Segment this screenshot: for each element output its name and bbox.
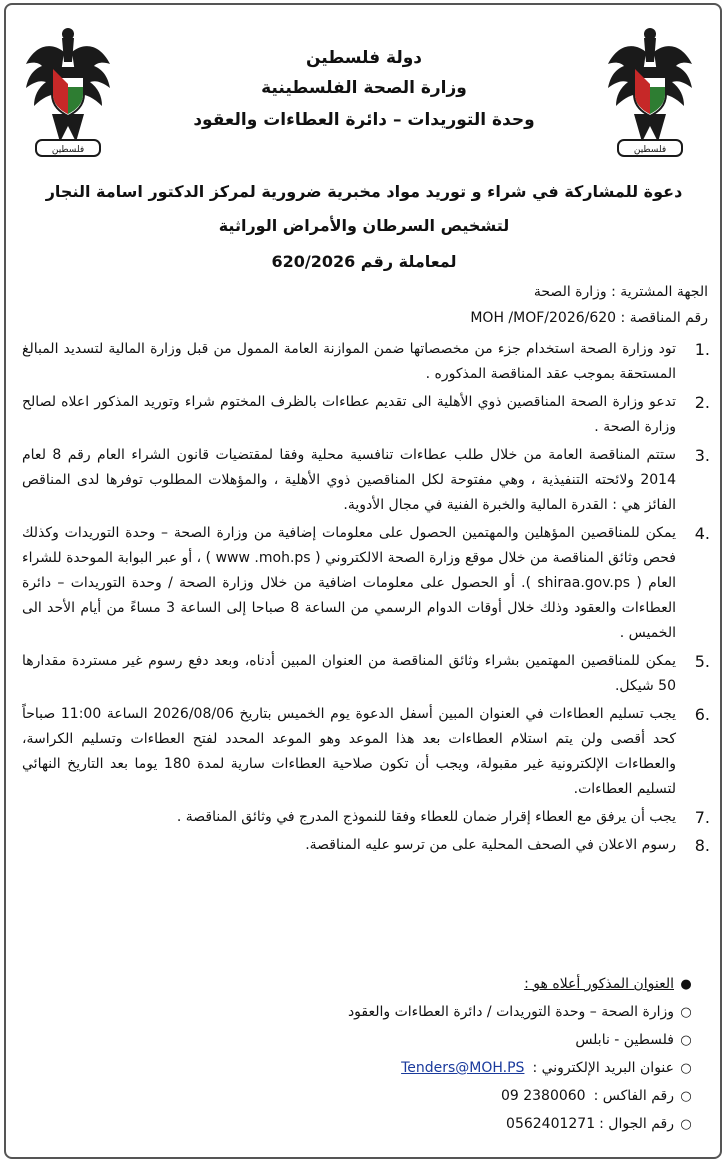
address-heading-row [28,970,698,998]
emblem-caption-right: فلسطين [633,145,667,155]
item-number: 7. [694,808,710,827]
address-dept-row [28,998,698,1026]
list-item [22,390,710,440]
list-item [22,521,710,646]
palestine-eagle-emblem-left [22,22,114,160]
list-item [22,805,710,830]
fax-label: رقم الفاكس : [593,1088,674,1104]
header-state: دولة فلسطين [305,48,423,68]
hollow-bullet-icon: ○ [680,1032,692,1048]
item-number: 2. [694,393,710,412]
address-city: فلسطين - نابلس [575,1032,674,1048]
item-text: رسوم الاعلان في الصحف المحلية على من ترسو عليه المناقصة. [305,837,676,853]
address-city-row [28,1026,698,1054]
item-number: 4. [694,524,710,543]
mobile-label: رقم الجوال : [599,1116,674,1132]
address-email-row [28,1054,698,1082]
item-text: تود وزارة الصحة استخدام جزء من مخصصاتها ضمن الموازنة العامة الممول من قبل وزارة المالية لتسديد المبالغ المستحقة بموجب عقد المناقصة المذكوره . [22,341,676,382]
address-heading: العنوان المذكور أعلاه هو : [524,976,674,992]
email-label: عنوان البريد الإلكتروني : [532,1060,674,1076]
title-line-1: دعوة للمشاركة في شراء و توريد مواد مخبرية ضرورية لمركز الدكتور اسامة النجار [45,182,683,201]
list-item [22,702,710,802]
item-number: 5. [694,652,710,671]
item-text: يمكن للمناقصين المهتمين بشراء وثائق المناقصة من العنوان المبين أدناه، وبعد دفع رسوم غير مستردة مقدارها 50 شيكل. [22,653,676,694]
item-text: تدعو وزارة الصحة المناقصين ذوي الأهلية الى تقديم عطاءات بالظرف المختوم شراء وتوريد المذكور اعلاه لصالح وزارة الصحة . [22,394,676,435]
tender-number-label: رقم المناقصة : [620,310,708,326]
filled-bullet-icon: ● [680,976,692,992]
list-item [22,649,710,699]
title-line-3: لمعاملة رقم 620/2026 [271,252,457,271]
address-mobile-row [28,1110,698,1138]
address-block [28,970,698,1138]
email-link[interactable]: Tenders@MOH.PS [401,1060,525,1076]
item-text: ستتم المناقصة العامة من خلال طلب عطاءات تنافسية محلية وفقا لمقتضيات قانون الشراء العام رقم 8 لعام 2014 ولائحته التنفيذية ، وهي مفتوحة لكل المناقصين ذوي الأهلية ، والمؤهلات المطلوب توفرها لدى المناقص الفائز هي : القدرة المالية والخبرة الفنية في مجال الأدوية. [22,447,676,513]
item-number: 1. [694,340,710,359]
fax-number: 09 2380060 [500,1088,586,1104]
hollow-bullet-icon: ○ [680,1060,692,1076]
header-ministry: وزارة الصحة الفلسطينية [261,78,467,98]
tender-number-value: MOH /MOF/2026/620 [470,310,617,326]
item-number: 8. [694,836,710,855]
item-number: 6. [694,705,710,724]
item-text: يجب تسليم العطاءات في العنوان المبين أسفل الدعوة يوم الخميس بتاريخ 2026/08/06 الساعة 11:00 صباحاً كحد أقصى ولن يتم استلام العطاءات بعد هذا الموعد وهو الموعد المحدد لفتح العطاءات وتسليم الكراسة، والعطاءات الإلكترونية غير مقبولة، ويجب أن تكون صلاحية العطاءات سارية لمدة 180 يوما بعد التاريخ النهائي لتسليم العطاءات. [22,706,677,797]
address-dept: وزارة الصحة – وحدة التوريدات / دائرة العطاءات والعقود [347,1004,674,1020]
title-line-2: لتشخيص السرطان والأمراض الوراثية [218,216,510,235]
palestine-eagle-emblem-right [604,22,696,160]
item-number: 3. [694,446,710,465]
tender-number-line [470,310,708,326]
address-fax-row [28,1082,698,1110]
item-text: يمكن للمناقصين المؤهلين والمهتمين الحصول على معلومات إضافية من وزارة الصحة – وحدة التوريدات وكذلك فحص وثائق المناقصة من خلال موقع وزارة الصحة الالكتروني ( www .moh.ps ) ، أو عبر البوابة الموحدة للشراء العام ( shiraa.gov.ps ). أو الحصول على معلومات اضافية من خلال وزارة الصحة / وحدة التوريدات – دائرة العطاءات والعقود وذلك خلال أوقات الدوام الرسمي من الساعة 8 صباحا إلى الساعة 3 مساءً من أيام الأحد الى الخميس . [22,525,676,641]
hollow-bullet-icon: ○ [680,1004,692,1020]
list-item [22,337,710,387]
list-item [22,833,710,858]
hollow-bullet-icon: ○ [680,1116,692,1132]
list-item [22,443,710,518]
terms-list [22,337,710,861]
emblem-caption-left: فلسطين [51,145,85,155]
item-text: يجب أن يرفق مع العطاء إقرار ضمان للعطاء وفقا للنموذج المدرج في وثائق المناقصة . [176,809,676,825]
header-unit: وحدة التوريدات – دائرة العطاءات والعقود [193,110,535,130]
mobile-number: 0562401271 [506,1116,596,1132]
hollow-bullet-icon: ○ [680,1088,692,1104]
buyer-line: الجهة المشترية : وزارة الصحة [533,284,708,300]
